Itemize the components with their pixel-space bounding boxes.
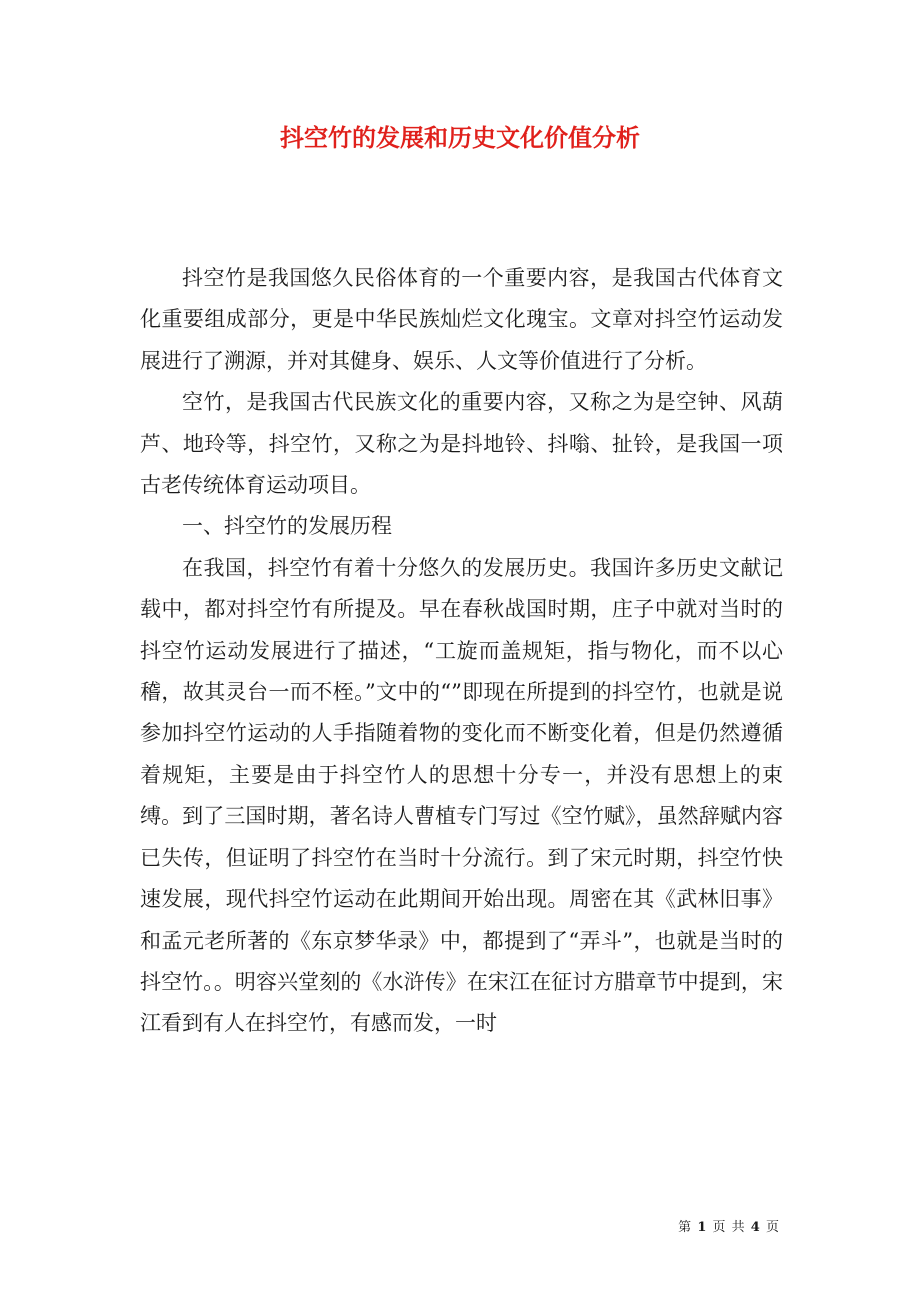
document-body — [140, 258, 783, 1045]
footer-middle: 页 共 — [712, 1220, 746, 1235]
page-footer — [678, 1216, 780, 1235]
footer-suffix: 页 — [765, 1220, 780, 1235]
footer-prefix: 第 — [678, 1220, 693, 1235]
footer-page-number: 1 — [697, 1220, 708, 1235]
paragraph-definition: 空竹，是我国古代民族文化的重要内容，又称之为是空钟、风葫芦、地玲等，抖空竹，又称之为是抖地铃、抖嗡、扯铃，是我国一项古老传统体育运动项目。 — [140, 390, 783, 498]
footer-total-pages: 4 — [750, 1220, 761, 1235]
paragraph-intro: 抖空竹是我国悠久民俗体育的一个重要内容，是我国古代体育文化重要组成部分，更是中华民族灿烂文化瑰宝。文章对抖空竹运动发展进行了溯源，并对其健身、娱乐、人文等价值进行了分析。 — [140, 266, 783, 373]
section-heading: 一、抖空竹的发展历程 — [182, 514, 392, 539]
paragraph-history: 在我国，抖空竹有着十分悠久的发展历史。我国许多历史文献记载中，都对抖空竹有所提及。早在春秋战国时期，庄子中就对当时的抖空竹运动发展进行了描述，“工旋而盖规矩，指与物化，而不以心稽，故其灵台一而不桎。”文中的“”即现在所提到的抖空竹，也就是说参加抖空竹运动的人手指随着物的变化而不断变化着，但是仍然遵循着规矩，主要是由于抖空竹人的思想十分专一，并没有思想上的束缚。到了三国时期，著名诗人曹植专门写过《空竹赋》，虽然辞赋内容已失传，但证明了抖空竹在当时十分流行。到了宋元时期，抖空竹快速发展，现代抖空竹运动在此期间开始出现。周密在其《武林旧事》和孟元老所著的《东京梦华录》中，都提到了“弄斗”，也就是当时的抖空竹。。明容兴堂刻的《水浒传》在宋江在征讨方腊章节中提到，宋江看到有人在抖空竹，有感而发，一时 — [140, 555, 783, 1036]
document-title: 抖空竹的发展和历史文化价值分析 — [280, 123, 640, 152]
